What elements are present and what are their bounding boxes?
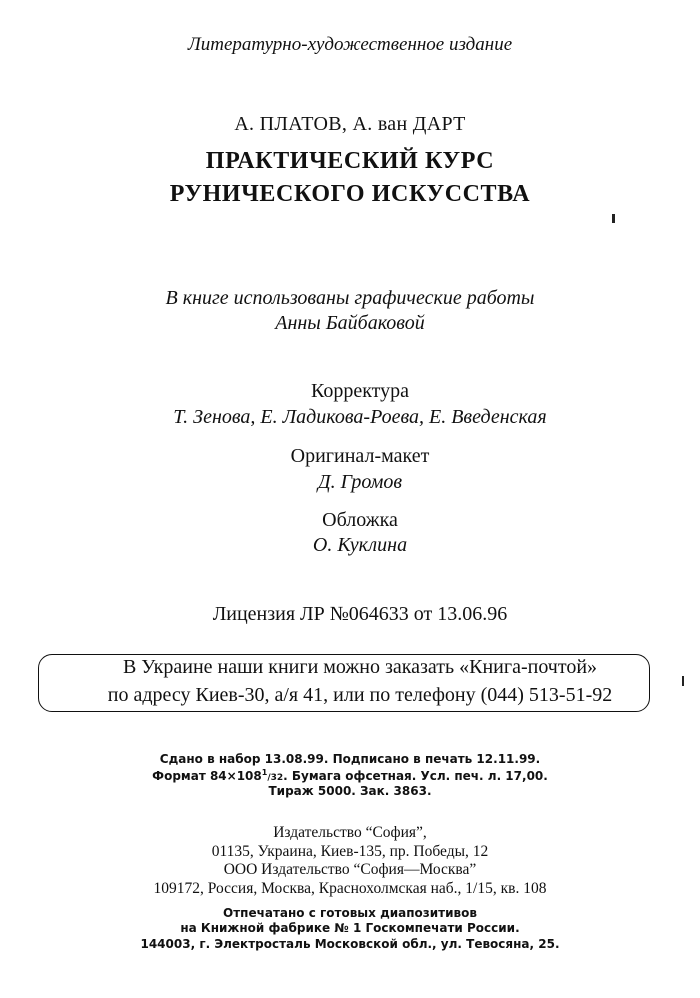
publisher-line-1: Издательство “София”, [273,824,427,841]
printing-line-2: на Книжной фабрике № 1 Госкомпечати России. [180,921,520,935]
tech-dates: Сдано в набор 13.08.99. Подписано в печать 12.11.99. [159,752,541,766]
credit-names-layout: Д. Громов [317,471,403,493]
credit-role-proofreading: Корректура [310,380,410,402]
credit-role-layout: Оригинал-макет [290,445,430,467]
book-title-line-1: ПРАКТИЧЕСКИЙ КУРС [205,148,495,174]
tech-print-run: Тираж 5000. Зак. 3863. [268,784,432,798]
tech-format [0,768,700,783]
publisher-line-4: 109172, Россия, Москва, Краснохолмская наб., 1/15, кв. 108 [153,880,547,897]
scan-speck-2 [682,676,684,686]
publisher-line-3: ООО Издательство “София—Москва” [223,861,477,878]
tech-format-suffix: . Бумага офсетная. Усл. печ. л. 17,00. [283,769,548,783]
edition-type: Литературно-художественное издание [187,34,513,55]
scan-speck-1 [612,214,615,223]
order-notice-line-1: В Украине наши книги можно заказать «Книга-почтой» [122,656,598,678]
printing-line-3: 144003, г. Электросталь Московской обл., ул. Тевосяна, 25. [140,937,560,951]
book-title-line-2: РУНИЧЕСКОГО ИСКУССТВА [169,181,531,207]
illustrator-name: Анны Байбаковой [275,312,425,334]
credit-names-cover: О. Куклина [312,534,408,556]
license: Лицензия ЛР №064633 от 13.06.96 [212,603,508,625]
publisher-line-2: 01135, Украина, Киев-135, пр. Победы, 12 [211,843,489,860]
tech-format-den: /32 [267,773,284,783]
illustrations-note: В книге использованы графические работы [165,287,535,309]
credit-role-cover: Обложка [322,509,398,531]
authors: А. ПЛАТОВ, А. ван ДАРТ [234,113,466,135]
printing-line-1: Отпечатано с готовых диапозитивов [223,906,477,920]
tech-format-prefix: Формат 84×108 [152,769,262,783]
credit-names-proofreading: Т. Зенова, Е. Ладикова-Роева, Е. Введенская [173,406,547,428]
tech-format-num: 1 [261,768,268,777]
order-notice-line-2: по адресу Киев-30, а/я 41, или по телефону (044) 513-51-92 [107,684,613,706]
